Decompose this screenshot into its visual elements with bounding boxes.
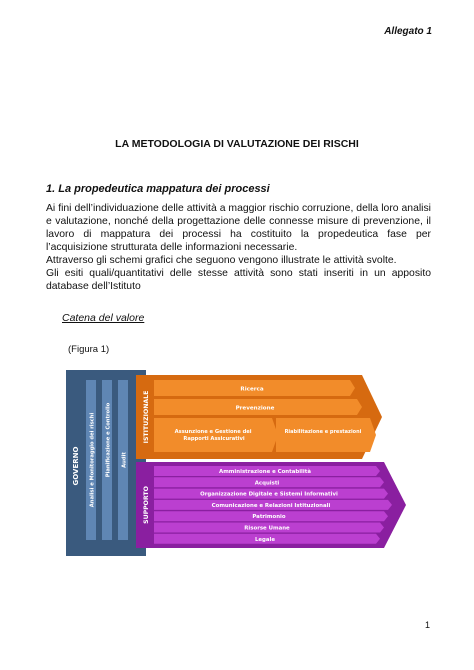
- supporto-row-label: Legale: [254, 536, 276, 543]
- section-heading: 1. La propedeutica mappatura dei processi: [46, 183, 270, 195]
- governo-column-3-label: Audit: [121, 452, 128, 468]
- supporto-rows: [154, 466, 392, 544]
- paragraph-3: Gli esiti quali/quantitativi delle stesse attività sono stati inseriti in un apposito database dell’Istituto: [46, 268, 431, 292]
- governo-column-1-label: Analisi e Monitoraggio dei rischi: [89, 412, 96, 508]
- istituzionale-split-left-line: Assunzione e Gestione dei: [174, 429, 252, 435]
- supporto-row-label: Acquisti: [254, 480, 280, 487]
- page-number: 1: [424, 620, 430, 630]
- value-chain-figure: [66, 370, 410, 556]
- document-title: LA METODOLOGIA DI VALUTAZIONE DEI RISCHI: [115, 138, 359, 150]
- figure-caption: (Figura 1): [68, 344, 110, 355]
- governo-label: GOVERNO: [72, 446, 80, 486]
- istituzionale-split-left-line: Rapporti Assicurativi: [183, 436, 245, 442]
- supporto-row-label: Amministrazione e Contabilità: [219, 469, 311, 475]
- supporto-row-label: Patrimonio: [252, 514, 286, 521]
- istituzionale-row-prevenzione-label: Prevenzione: [235, 405, 275, 412]
- value-chain-subheading: Catena del valore: [62, 312, 145, 324]
- governo-column-2-label: Pianificazione e Controllo: [105, 402, 112, 478]
- paragraph-1: Ai fini dell’individuazione delle attività a maggior rischio corruzione, della loro analisi e valutazione, nonché della progettazione delle connesse misure di prevenzione, il lavoro di mappatura dei processi ha costituito la propedeutica fase per l’acquisizione strutturata delle informazioni necessarie.: [46, 203, 431, 253]
- istituzionale-split-right-label: Riabilitazione e prestazioni: [284, 429, 362, 435]
- istituzionale-label: ISTITUZIONALE: [143, 390, 150, 444]
- istituzionale-row-ricerca-label: Ricerca: [240, 386, 264, 393]
- supporto-row-label: Comunicazione e Relazioni Istituzionali: [211, 502, 331, 509]
- istituzionale-split-right: [276, 418, 376, 452]
- istituzionale-split-left: [154, 418, 278, 452]
- istituzionale-split-left-label: [175, 429, 254, 442]
- supporto-row-label: Organizzazione Digitale e Sistemi Informativi: [200, 491, 338, 498]
- paragraph-2: Attraverso gli schemi grafici che seguono vengono illustrate le attività svolte.: [46, 255, 397, 266]
- supporto-row-label: Risorse Umane: [244, 525, 290, 532]
- allegato-label: Allegato 1: [384, 26, 432, 37]
- supporto-label: SUPPORTO: [143, 486, 150, 524]
